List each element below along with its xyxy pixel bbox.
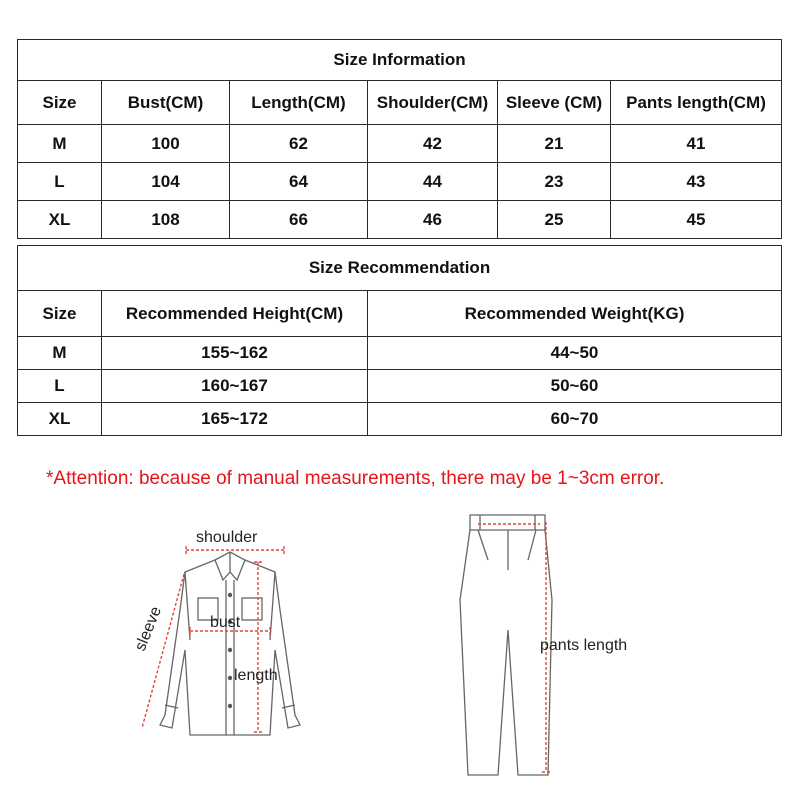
table-cell: 62 <box>230 125 368 163</box>
table-cell: M <box>18 337 102 370</box>
shirt-diagram <box>120 500 360 780</box>
bust-label: bust <box>210 614 241 631</box>
table-header-row <box>18 291 782 337</box>
table-cell: 155~162 <box>102 337 368 370</box>
table-row <box>18 403 782 436</box>
table-cell: 42 <box>368 125 498 163</box>
table-cell: 104 <box>102 163 230 201</box>
size-information-title: Size Information <box>18 40 782 81</box>
pants-outline <box>460 515 552 775</box>
header-recommended-height: Recommended Height(CM) <box>102 291 368 337</box>
table-cell: 21 <box>498 125 611 163</box>
size-information-table <box>17 39 782 239</box>
header-recommended-weight: Recommended Weight(KG) <box>368 291 782 337</box>
size-recommendation-table <box>17 245 782 436</box>
shirt-measure-lines <box>142 546 284 732</box>
table-cell: 100 <box>102 125 230 163</box>
table-cell: 50~60 <box>368 370 782 403</box>
pants-diagram <box>440 500 670 790</box>
table-cell: 64 <box>230 163 368 201</box>
table-cell: L <box>18 370 102 403</box>
table-cell: L <box>18 163 102 201</box>
table-cell: 60~70 <box>368 403 782 436</box>
table-cell: 66 <box>230 201 368 239</box>
table-cell: 46 <box>368 201 498 239</box>
size-recommendation-title: Size Recommendation <box>18 246 782 291</box>
table-row <box>18 337 782 370</box>
table-cell: 160~167 <box>102 370 368 403</box>
table-row <box>18 201 782 239</box>
header-pants-length: Pants length(CM) <box>611 81 782 125</box>
shirt-buttons <box>228 593 232 708</box>
table-header-row <box>18 81 782 125</box>
header-length: Length(CM) <box>230 81 368 125</box>
length-label: length <box>234 667 278 684</box>
table-row <box>18 370 782 403</box>
pants-length-label: pants length <box>540 637 628 654</box>
header-size: Size <box>18 291 102 337</box>
table-cell: 165~172 <box>102 403 368 436</box>
shoulder-measure-line <box>186 546 284 554</box>
table-row <box>18 163 782 201</box>
table-cell: 43 <box>611 163 782 201</box>
length-measure-line <box>254 562 262 732</box>
header-bust: Bust(CM) <box>102 81 230 125</box>
table-cell: 41 <box>611 125 782 163</box>
header-sleeve: Sleeve (CM) <box>498 81 611 125</box>
table-row <box>18 125 782 163</box>
table-cell: 25 <box>498 201 611 239</box>
table-cell: 44 <box>368 163 498 201</box>
table-cell: XL <box>18 201 102 239</box>
shoulder-label: shoulder <box>196 529 258 546</box>
table-cell: 45 <box>611 201 782 239</box>
table-cell: 108 <box>102 201 230 239</box>
table-cell: 44~50 <box>368 337 782 370</box>
table-cell: M <box>18 125 102 163</box>
header-size: Size <box>18 81 102 125</box>
sleeve-label: sleeve <box>131 604 166 654</box>
table-cell: 23 <box>498 163 611 201</box>
attention-note: *Attention: because of manual measurements, there may be 1~3cm error. <box>46 468 665 489</box>
header-shoulder: Shoulder(CM) <box>368 81 498 125</box>
table-cell: XL <box>18 403 102 436</box>
